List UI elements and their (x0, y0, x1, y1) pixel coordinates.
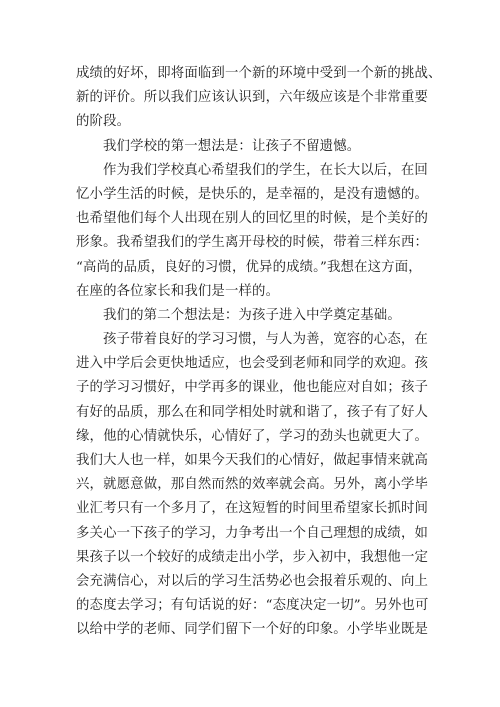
text-line: 兴，就愿意做，那自然而然的效率就会高。另外，离小学毕 (76, 477, 429, 493)
text-line: 以给中学的老师、同学们留下一个好的印象。小学毕业既是 (76, 622, 429, 638)
text-line: 孩子带着良好的学习习惯，与人为善，宽容的心态，在 (103, 332, 428, 348)
text-line: 成绩的好坏，即将面临到一个新的环境中受到一个新的挑战、 (76, 66, 442, 81)
text-line: 在座的各位家长和我们是一样的。 (76, 283, 280, 299)
text-line: 作为我们学校真心希望我们的学生，在长大以后，在回 (103, 162, 428, 178)
text-line: 有好的品质，那么在和同学相处时就和谐了，孩子有了好人 (76, 404, 429, 420)
text-line: 果孩子以一个较好的成绩走出小学，步入初中，我想他一定 (76, 549, 429, 565)
text-line: 忆小学生活的时候，是快乐的，是幸福的，是没有遗憾的。 (76, 186, 429, 202)
text-line: 缘，他的心情就快乐，心情好了，学习的劲头也就更大了。 (76, 428, 429, 444)
text-line: 的态度去学习；有句话说的好：“态度决定一切”。另外也可 (76, 598, 429, 614)
text-line: 进入中学后会更快地适应，也会受到老师和同学的欢迎。孩 (76, 356, 429, 372)
text-line: 我们大人也一样，如果今天我们的心情好，做起事情来就高 (76, 453, 429, 468)
text-line: 新的评价。所以我们应该认识到，六年级应该是个非常重要 (76, 90, 429, 106)
text-line: “高尚的品质，良好的习惯，优异的成绩。”我想在这方面， (76, 259, 422, 275)
text-line: 多关心一下孩子的学习，力争考出一个自己理想的成绩，如 (76, 525, 429, 541)
text-line: 形象。我希望我们的学生离开母校的时候，带着三样东西： (76, 235, 429, 251)
text-line: 也希望他们每个人出现在别人的回忆里的时候，是个美好的 (76, 211, 429, 227)
text-line: 我们学校的第一想法是：让孩子不留遗憾。 (103, 138, 361, 154)
text-line: 子的学习习惯好，中学再多的课业，他也能应对自如；孩子 (76, 380, 429, 396)
text-line: 我们的第二个想法是：为孩子进入中学奠定基础。 (103, 307, 401, 323)
text-line: 业汇考只有一个多月了，在这短暂的时间里希望家长抓时间 (76, 501, 429, 517)
text-line: 会充满信心，对以后的学习生活势必也会报着乐观的、向上 (76, 573, 429, 589)
text-line: 的阶段。 (76, 114, 131, 130)
document-body (76, 62, 442, 643)
